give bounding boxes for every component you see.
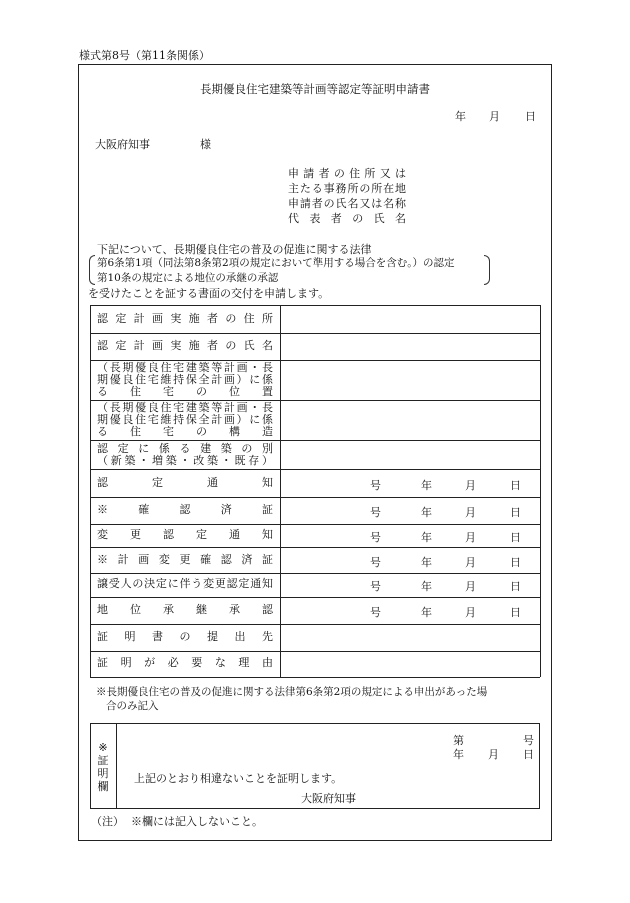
left-bracket <box>89 255 95 285</box>
unit-number: 号 <box>370 580 381 593</box>
unit-month: 月 <box>465 479 476 492</box>
label-structure-line-1: （長期優良住宅建築等計画・長 <box>97 401 273 414</box>
row-divider <box>90 651 540 652</box>
date-year-label: 年 <box>455 110 466 123</box>
row-divider <box>90 469 540 470</box>
applicant-representative-label: 代表者の氏名 <box>288 212 406 225</box>
row-divider <box>90 524 540 525</box>
table-border-bottom <box>90 677 540 678</box>
unit-day: 日 <box>510 479 521 492</box>
label-implementer-address: 認定計画実施者の住所 <box>97 312 273 325</box>
unit-month: 月 <box>465 531 476 544</box>
certification-number-prefix: 第 <box>453 734 464 747</box>
unit-number: 号 <box>370 506 381 519</box>
unit-year: 年 <box>421 506 432 519</box>
label-confirmation-certificate: ※確認済証 <box>97 503 273 516</box>
side-label-char: 証 <box>97 754 109 767</box>
label-reason-required: 証明が必要な理由 <box>97 656 273 669</box>
addressee-honorific: 様 <box>200 138 211 151</box>
certification-side-label <box>96 741 110 793</box>
label-build-type-line-1: 認定に係る建築の別 <box>97 442 273 455</box>
form-number: 様式第8号（第11条関係） <box>79 49 210 62</box>
row-divider <box>90 547 540 548</box>
unit-month: 月 <box>465 580 476 593</box>
label-structure-line-2: 期優良住宅維持保全計画）に係 <box>97 413 273 426</box>
note-line-1: ※長期優良住宅の普及の促進に関する法律第6条第2項の規定による申出があった場 <box>96 686 488 698</box>
certification-statement: 上記のとおり相違ないことを証明します。 <box>134 772 343 785</box>
unit-year: 年 <box>421 479 432 492</box>
table-border-top <box>90 305 540 306</box>
right-bracket <box>484 255 490 285</box>
note-line-2: 合のみ記入 <box>106 700 159 712</box>
label-structure-line-3: る住宅の構造 <box>97 425 273 438</box>
label-build-type-line-2: （新築・増築・改築・既存） <box>97 454 273 467</box>
unit-year: 年 <box>421 580 432 593</box>
label-succession-approval: 地位承継承認 <box>97 603 273 616</box>
applicant-office-label: 主たる事務所の所在地 <box>288 182 406 195</box>
document-title: 長期優良住宅建築等計画等認定等証明申請書 <box>200 82 430 96</box>
label-approval-notice: 認定通知 <box>97 476 273 489</box>
label-change-approval-notice: 変更認定通知 <box>97 528 273 541</box>
unit-day: 日 <box>510 580 521 593</box>
label-plan-change-certificate: ※計画変更確認済証 <box>97 553 273 566</box>
unit-number: 号 <box>370 479 381 492</box>
unit-day: 日 <box>510 606 521 619</box>
date-month-label: 月 <box>489 110 500 123</box>
unit-number: 号 <box>370 556 381 569</box>
row-divider <box>90 333 540 334</box>
side-label-char: 欄 <box>97 780 109 793</box>
applicant-name-label: 申請者の氏名又は名称 <box>288 197 406 210</box>
footnote-tag: （注） <box>91 815 124 828</box>
certification-divider <box>116 723 117 809</box>
intro-option-succession: 第10条の規定による地位の承継の承認 <box>97 272 279 284</box>
row-divider <box>90 497 540 498</box>
unit-number: 号 <box>370 606 381 619</box>
footnote-text: ※欄には記入しないこと。 <box>131 815 263 828</box>
label-implementer-name: 認定計画実施者の氏名 <box>97 339 273 352</box>
unit-day: 日 <box>510 556 521 569</box>
row-divider <box>90 440 540 441</box>
intro-line-3: を受けたことを証する書面の交付を申請します。 <box>88 287 330 300</box>
label-location-line-1: （長期優良住宅建築等計画・長 <box>97 361 273 374</box>
label-transferee-change-notice: 譲受人の決定に伴う変更認定通知 <box>97 577 273 590</box>
row-divider <box>90 597 540 598</box>
applicant-address-label: 申請者の住所又は <box>288 167 406 180</box>
date-day-label: 日 <box>525 110 536 123</box>
side-label-char: 明 <box>97 767 109 780</box>
unit-month: 月 <box>465 606 476 619</box>
row-divider <box>90 624 540 625</box>
certification-month-label: 月 <box>488 748 499 761</box>
table-border-right <box>540 305 541 677</box>
certification-number-suffix: 号 <box>523 734 534 747</box>
certification-signer: 大阪府知事 <box>301 792 356 805</box>
certification-year-label: 年 <box>453 748 464 761</box>
side-label-char: ※ <box>98 741 108 754</box>
unit-month: 月 <box>465 556 476 569</box>
row-divider <box>90 573 540 574</box>
unit-number: 号 <box>370 531 381 544</box>
unit-day: 日 <box>510 531 521 544</box>
unit-year: 年 <box>421 556 432 569</box>
unit-month: 月 <box>465 506 476 519</box>
certification-day-label: 日 <box>523 748 534 761</box>
label-location-line-2: 期優良住宅維持保全計画）に係 <box>97 373 273 386</box>
unit-day: 日 <box>510 506 521 519</box>
intro-line-1: 下記について、長期優良住宅の普及の促進に関する法律 <box>97 243 372 256</box>
addressee-name: 大阪府知事 <box>95 138 150 151</box>
unit-year: 年 <box>421 531 432 544</box>
unit-year: 年 <box>421 606 432 619</box>
intro-option-approval: 第6条第1項（同法第8条第2項の規定において準用する場合を含む。）の認定 <box>97 257 455 269</box>
label-submission-destination: 証明書の提出先 <box>97 630 273 643</box>
label-location-line-3: る住宅の位置 <box>97 385 273 398</box>
